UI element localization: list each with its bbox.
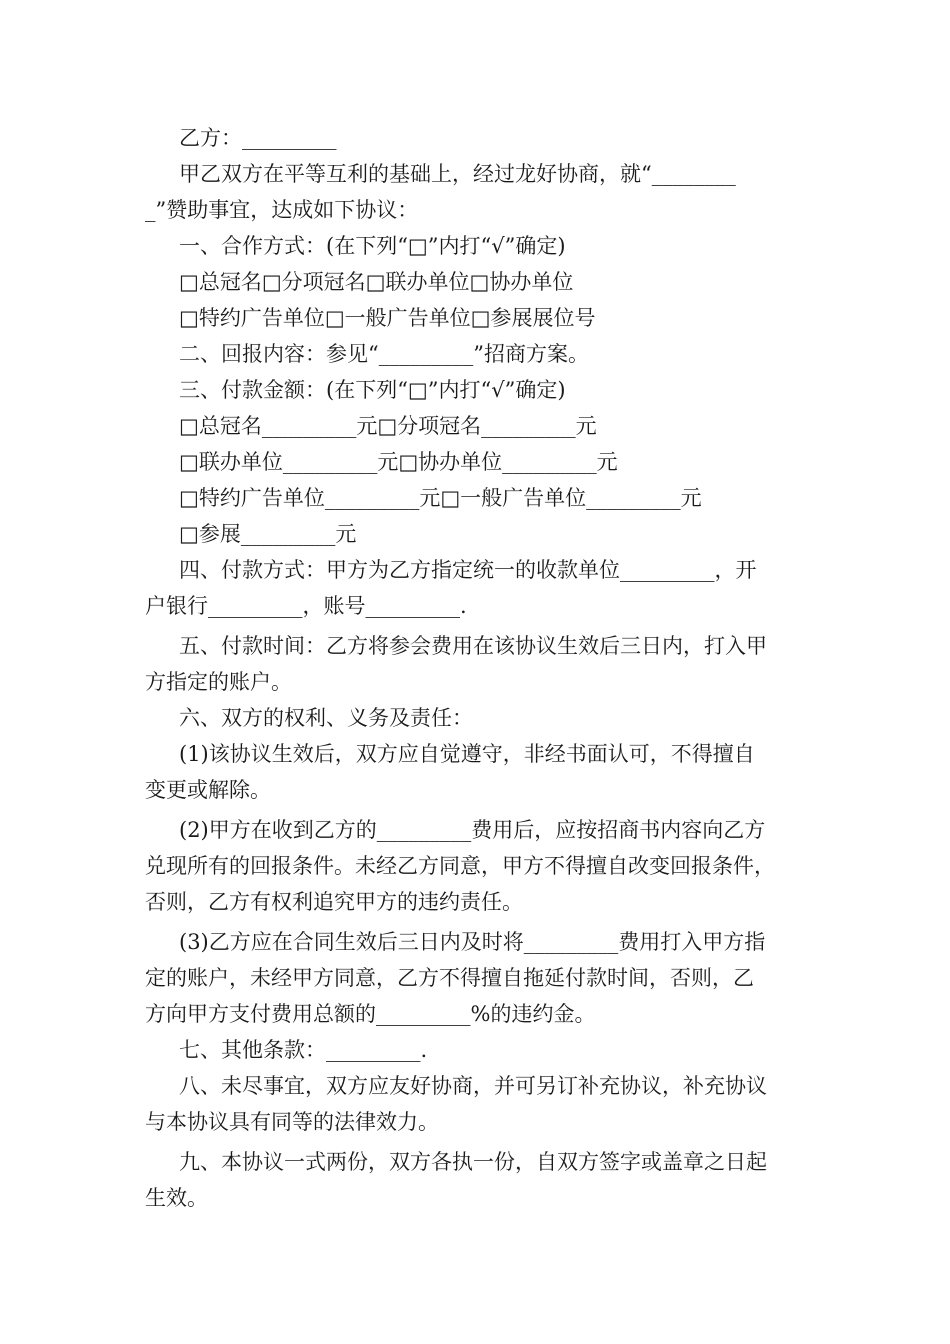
clause-3-line-2: 定的账户，未经甲方同意，乙方不得擅自拖延付款时间，否则，乙 xyxy=(145,966,754,990)
amount-line-1: □总冠名_________元□分项冠名_________元 xyxy=(179,414,597,438)
party-b-line: 乙方：_________ xyxy=(179,126,337,150)
section-9-line-1: 九、本协议一式两份，双方各执一份，自双方签字或盖章之日起 xyxy=(179,1150,767,1174)
section-5-line-2: 方指定的账户。 xyxy=(145,670,292,694)
section-8-line-2: 与本协议具有同等的法律效力。 xyxy=(145,1110,439,1134)
clause-2-line-3: 否则，乙方有权利追究甲方的违约责任。 xyxy=(145,890,523,914)
cooperation-options-1: □总冠名□分项冠名□联办单位□协办单位 xyxy=(179,270,574,294)
amount-line-4: □参展_________元 xyxy=(179,522,357,546)
clause-3-line-3: 方向甲方支付费用总额的_________%的违约金。 xyxy=(145,1002,596,1026)
amount-line-3: □特约广告单位_________元□一般广告单位_________元 xyxy=(179,486,702,510)
section-3-heading: 三、付款金额：(在下列“□”内打“√”确定) xyxy=(179,378,566,402)
intro-line-2: _”赞助事宜，达成如下协议： xyxy=(145,198,419,222)
section-2-line: 二、回报内容：参见“_________”招商方案。 xyxy=(179,342,589,366)
clause-1-line-2: 变更或解除。 xyxy=(145,778,271,802)
section-5-line-1: 五、付款时间：乙方将参会费用在该协议生效后三日内，打入甲 xyxy=(179,634,767,658)
clause-3-line-1: (3)乙方应在合同生效后三日内及时将_________费用打入甲方指 xyxy=(179,930,766,954)
section-4-line-1: 四、付款方式：甲方为乙方指定统一的收款单位_________，开 xyxy=(179,558,757,582)
clause-1-line-1: (1)该协议生效后，双方应自觉遵守，非经书面认可，不得擅自 xyxy=(179,742,755,766)
cooperation-options-2: □特约广告单位□一般广告单位□参展展位号 xyxy=(179,306,596,330)
section-7-line: 七、其他条款：_________. xyxy=(179,1038,428,1062)
section-1-heading: 一、合作方式：(在下列“□”内打“√”确定) xyxy=(179,234,566,258)
clause-2-line-1: (2)甲方在收到乙方的_________费用后，应按招商书内容向乙方 xyxy=(179,818,766,842)
clause-2-line-2: 兑现所有的回报条件。未经乙方同意，甲方不得擅自改变回报条件， xyxy=(145,854,775,878)
amount-line-2: □联办单位_________元□协办单位_________元 xyxy=(179,450,618,474)
intro-line-1: 甲乙双方在平等互利的基础上，经过龙好协商，就“________ xyxy=(179,162,736,186)
section-9-line-2: 生效。 xyxy=(145,1186,208,1210)
section-8-line-1: 八、未尽事宜，双方应友好协商，并可另订补充协议，补充协议 xyxy=(179,1074,767,1098)
section-6-heading: 六、双方的权利、义务及责任： xyxy=(179,706,473,730)
section-4-line-2: 户银行_________，账号_________. xyxy=(145,594,467,618)
